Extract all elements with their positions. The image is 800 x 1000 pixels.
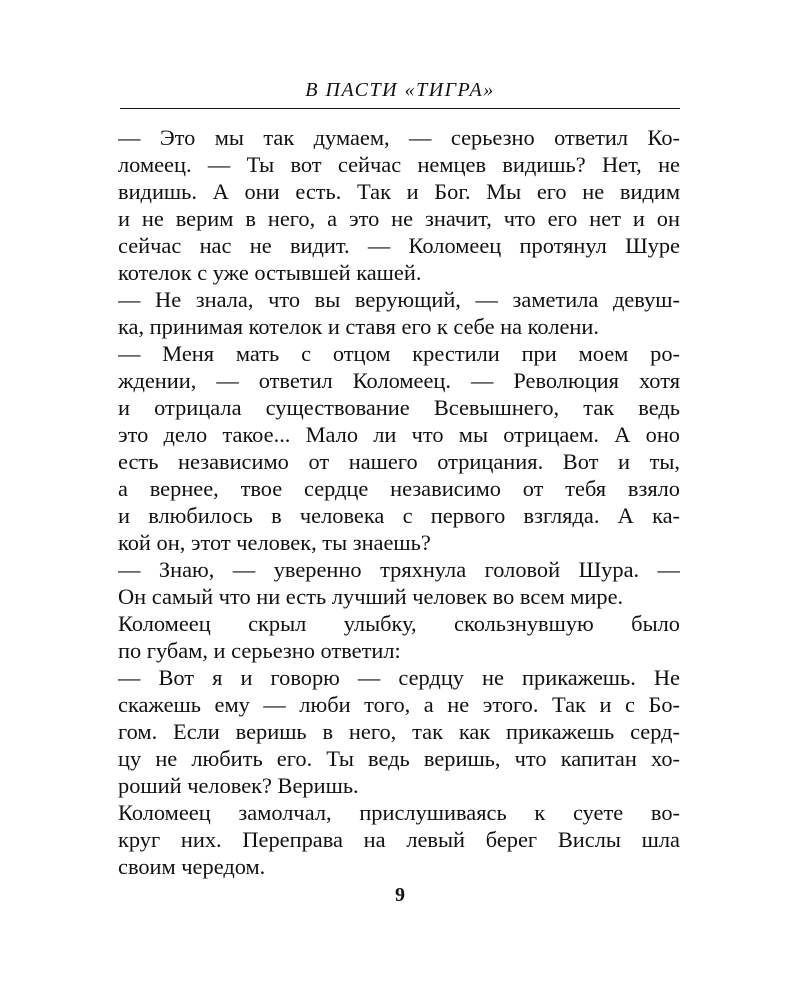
running-header: В ПАСТИ «ТИГРА» xyxy=(305,79,495,101)
text-line: Коломеец скрыл улыбку, скользнувшую было xyxy=(118,611,680,636)
text-line: кой он, этот человек, ты знаешь? xyxy=(118,530,431,555)
text-line: видишь. А они есть. Так и Бог. Мы его не видим xyxy=(118,179,680,204)
text-line: ка, принимая котелок и ставя его к себе на колени. xyxy=(118,314,599,339)
text-line: это дело такое... Мало ли что мы отрицаем. А оно xyxy=(118,422,680,447)
header-rule xyxy=(120,108,680,109)
text-line: — Меня мать с отцом крестили при моем ро- xyxy=(118,341,680,366)
text-line: и отрицала существование Всевышнего, так ведь xyxy=(118,395,680,420)
text-line: круг них. Переправа на левый берег Вислы шла xyxy=(118,827,680,852)
text-line: ждении, — ответил Коломеец. — Революция хотя xyxy=(118,368,680,393)
text-line: по губам, и серьезно ответил: xyxy=(118,638,401,663)
text-line: роший человек? Веришь. xyxy=(118,773,359,798)
text-line: котелок с уже остывшей кашей. xyxy=(118,260,422,285)
text-line: и не верим в него, а это не значит, что его нет и он xyxy=(118,206,680,231)
text-line: цу не любить его. Ты ведь веришь, что капитан хо- xyxy=(118,746,680,771)
text-line: Он самый что ни есть лучший человек во всем мире. xyxy=(118,584,624,609)
text-line: и влюбилось в человека с первого взгляда. А ка- xyxy=(118,503,680,528)
text-line: сейчас нас не видит. — Коломеец протянул Шуре xyxy=(118,233,680,258)
body-text xyxy=(118,124,680,880)
text-line: есть независимо от нашего отрицания. Вот и ты, xyxy=(118,449,680,474)
text-line: а вернее, твое сердце независимо от тебя взяло xyxy=(118,476,680,501)
text-line: — Вот я и говорю — сердцу не прикажешь. Не xyxy=(118,665,680,690)
text-line: — Не знала, что вы верующий, — заметила девуш- xyxy=(118,287,680,312)
text-line: своим чередом. xyxy=(118,854,266,879)
page-number: 9 xyxy=(395,884,405,906)
text-line: — Это мы так думаем, — серьезно ответил Ко- xyxy=(118,125,680,150)
text-line: скажешь ему — люби того, а не этого. Так и с Бо- xyxy=(118,692,680,717)
text-line: гом. Если веришь в него, так как прикажешь серд- xyxy=(118,719,680,744)
text-line: Коломеец замолчал, прислушиваясь к суете во- xyxy=(118,800,680,825)
text-line: ломеец. — Ты вот сейчас немцев видишь? Нет, не xyxy=(118,152,680,177)
text-line: — Знаю, — уверенно тряхнула головой Шура. — xyxy=(118,557,680,582)
